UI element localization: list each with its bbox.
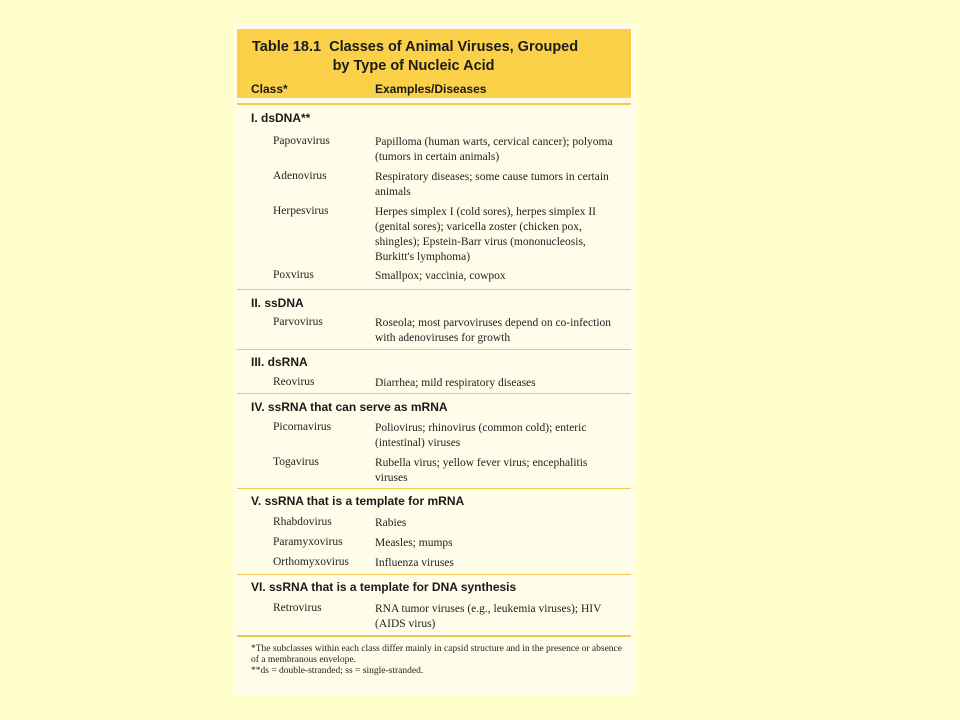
virus-examples: RNA tumor viruses (e.g., leukemia viruses); HIV (AIDS virus) xyxy=(375,603,602,630)
virus-name: Papovavirus xyxy=(273,135,330,147)
virus-name: Paramyxovirus xyxy=(273,536,343,548)
virus-name: Picornavirus xyxy=(273,421,332,433)
column-header-class: Class* xyxy=(251,82,288,96)
class-divider xyxy=(237,349,631,350)
virus-examples: Smallpox; vaccinia, cowpox xyxy=(375,270,506,282)
class-label-4: IV. ssRNA that can serve as mRNA xyxy=(251,400,448,414)
virus-examples: Diarrhea; mild respiratory diseases xyxy=(375,377,536,389)
footnotes xyxy=(251,644,626,677)
virus-name: Poxvirus xyxy=(273,269,314,281)
class-divider xyxy=(237,393,631,394)
virus-examples: Poliovirus; rhinovirus (common cold); enteric (intestinal) viruses xyxy=(375,422,587,449)
class-label-5: V. ssRNA that is a template for mRNA xyxy=(251,494,465,508)
class-divider xyxy=(237,289,631,290)
virus-name: Reovirus xyxy=(273,376,315,388)
header-rule xyxy=(237,103,631,105)
virus-name: Orthomyxovirus xyxy=(273,556,350,568)
virus-examples: Measles; mumps xyxy=(375,537,453,549)
virus-name: Adenovirus xyxy=(273,170,327,182)
virus-name: Togavirus xyxy=(273,456,319,468)
column-header-examples: Examples/Diseases xyxy=(375,82,487,96)
footnote-1: *The subclasses within each class differ mainly in capsid structure and in the presence or absence of a membranous envelope. xyxy=(251,644,622,665)
virus-examples: Rubella virus; yellow fever virus; encephalitis viruses xyxy=(375,457,588,484)
class-label-2: II. ssDNA xyxy=(251,296,304,310)
virus-name: Herpesvirus xyxy=(273,205,329,217)
class-label-1: I. dsDNA** xyxy=(251,111,311,125)
virus-name: Parvovirus xyxy=(273,316,323,328)
class-label-3: III. dsRNA xyxy=(251,355,308,369)
virus-examples: Herpes simplex I (cold sores), herpes simplex II (genital sores); varicella zoster (chicken pox, shingles); Epstein-Barr virus (mononucleosis, Burkitt's lymphoma) xyxy=(375,206,596,263)
virus-examples: Respiratory diseases; some cause tumors in certain animals xyxy=(375,171,609,198)
footer-rule xyxy=(237,635,631,637)
class-divider xyxy=(237,574,631,575)
virus-examples: Rabies xyxy=(375,517,407,529)
virus-examples: Roseola; most parvoviruses depend on co-infection with adenoviruses for growth xyxy=(375,317,612,344)
class-divider xyxy=(237,488,631,489)
virus-examples: Papilloma (human warts, cervical cancer); polyoma (tumors in certain animals) xyxy=(375,136,613,163)
table-panel xyxy=(233,24,635,696)
class-label-6: VI. ssRNA that is a template for DNA synthesis xyxy=(251,580,517,594)
virus-name: Rhabdovirus xyxy=(273,516,332,528)
virus-examples: Influenza viruses xyxy=(375,557,454,569)
virus-name: Retrovirus xyxy=(273,602,322,614)
table-title: Table 18.1 Classes of Animal Viruses, Grouped by Type of Nucleic Acid xyxy=(252,39,579,74)
footnote-2: **ds = double-stranded; ss = single-stranded. xyxy=(251,666,424,676)
